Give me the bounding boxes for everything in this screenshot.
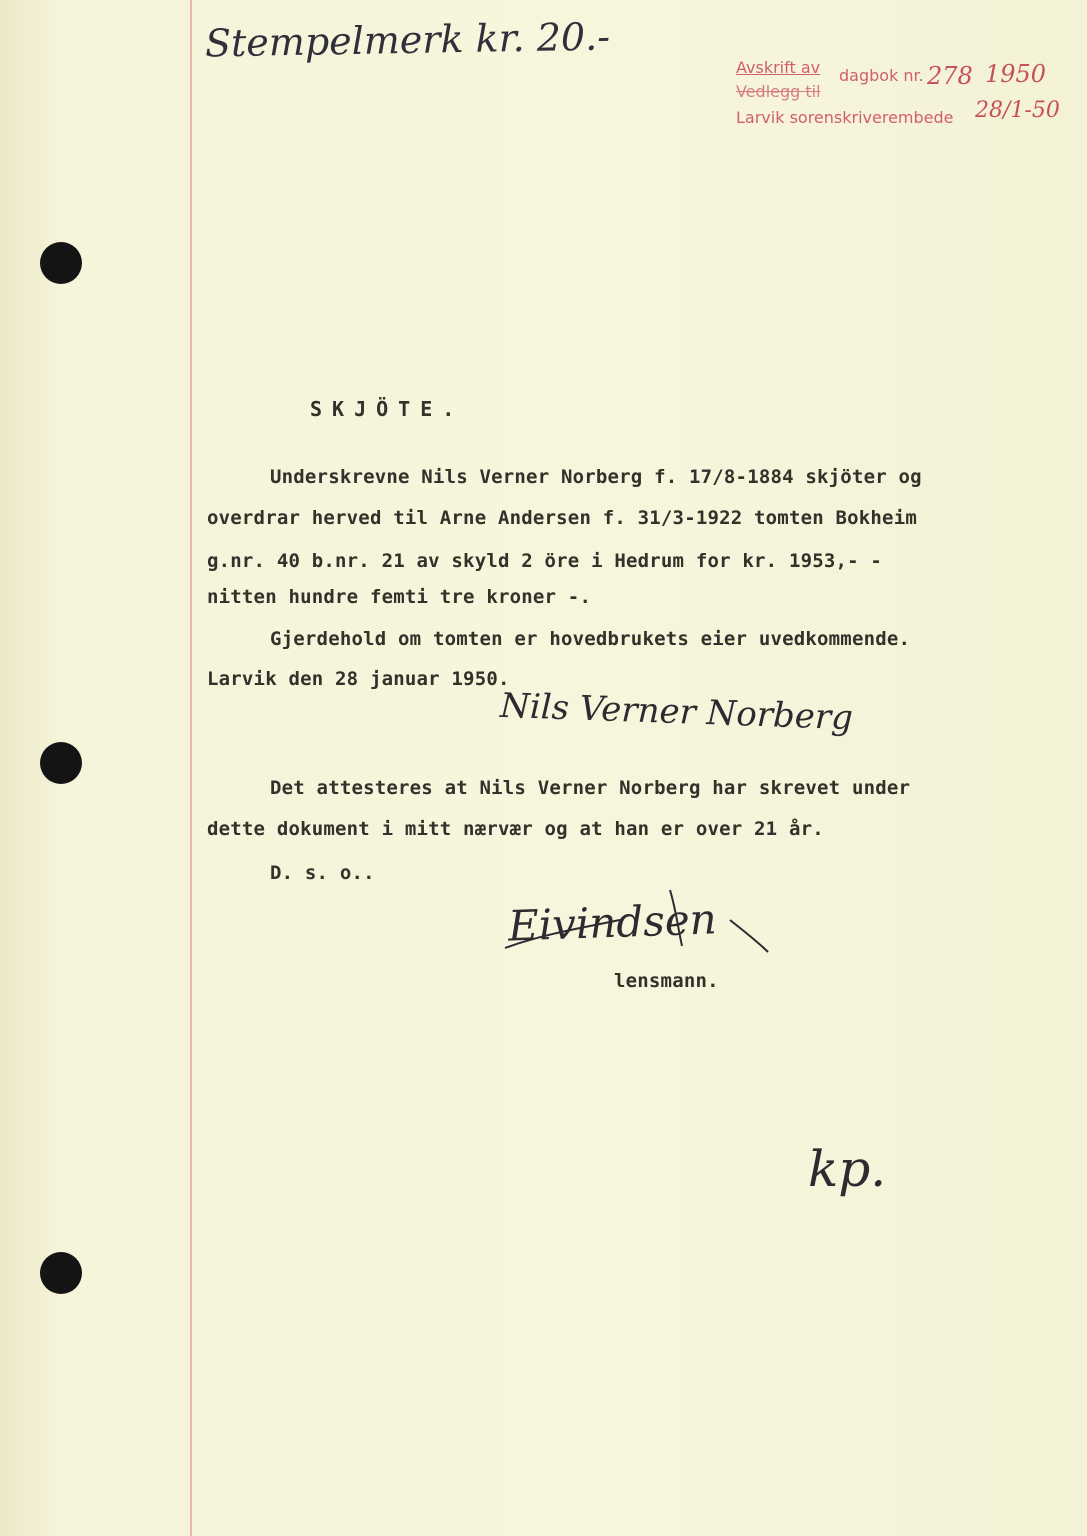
officer-signature: Eivindsen bbox=[507, 894, 718, 951]
seller-signature: Nils Verner Norberg bbox=[499, 685, 854, 739]
punch-hole bbox=[40, 1252, 82, 1294]
registry-stamp-line1-mid: dagbok nr. bbox=[839, 66, 924, 85]
stamp-fee-note: Stempelmerk kr. 20.- bbox=[204, 14, 611, 66]
document-title: SKJÖTE. bbox=[310, 397, 465, 421]
attest-line: D. s. o.. bbox=[270, 862, 375, 884]
body-line: g.nr. 40 b.nr. 21 av skyld 2 öre i Hedrum for kr. 1953,- - bbox=[207, 550, 883, 572]
officer-signature-flourish bbox=[500, 880, 780, 960]
registry-date: 28/1-50 bbox=[975, 98, 1060, 123]
officer-title: lensmann. bbox=[614, 970, 719, 992]
registry-stamp-line2: Vedlegg til bbox=[736, 82, 821, 101]
margin-line bbox=[190, 0, 192, 1536]
attest-line: dette dokument i mitt nærvær og at han er over 21 år. bbox=[207, 818, 824, 840]
registry-stamp-line3: Larvik sorenskriverembede bbox=[736, 108, 954, 127]
copy-mark: kp. bbox=[808, 1140, 887, 1198]
punch-hole bbox=[40, 242, 82, 284]
registry-year: 1950 bbox=[985, 60, 1047, 88]
registry-stamp-line1-prefix: Avskrift av bbox=[736, 58, 821, 77]
body-line: Gjerdehold om tomten er hovedbrukets eier uvedkommende. bbox=[270, 628, 911, 650]
body-line: Underskrevne Nils Verner Norberg f. 17/8-1884 skjöter og bbox=[270, 466, 922, 488]
registry-entry-number: 278 bbox=[927, 62, 973, 90]
body-line: overdrar herved til Arne Andersen f. 31/3-1922 tomten Bokheim bbox=[207, 507, 917, 529]
attest-line: Det attesteres at Nils Verner Norberg har skrevet under bbox=[270, 777, 911, 799]
body-line: Larvik den 28 januar 1950. bbox=[207, 668, 510, 690]
punch-hole bbox=[40, 742, 82, 784]
body-line: nitten hundre femti tre kroner -. bbox=[207, 586, 592, 608]
